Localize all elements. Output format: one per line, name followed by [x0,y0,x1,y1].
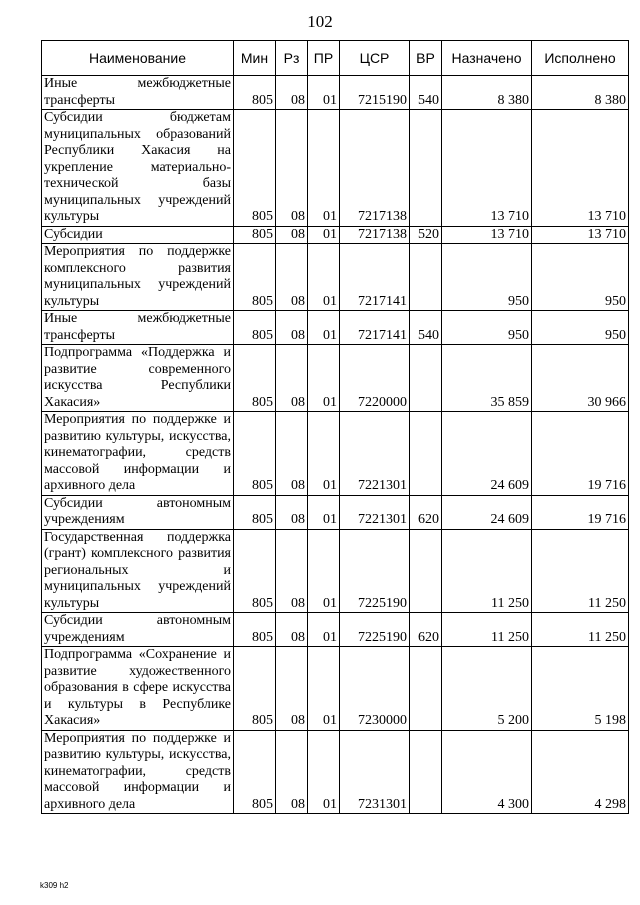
row-csr: 7221301 [340,495,410,529]
row-executed: 4 298 [532,730,629,814]
row-executed: 8 380 [532,76,629,110]
row-csr: 7225190 [340,613,410,647]
header-vr: ВР [410,41,442,76]
row-csr: 7215190 [340,76,410,110]
row-vr: 540 [410,311,442,345]
row-executed: 19 716 [532,412,629,496]
row-assigned: 8 380 [442,76,532,110]
row-name: Мероприятия по поддержке комплексного развития муниципальных учреждений культуры [42,244,234,311]
row-vr [410,345,442,412]
row-csr: 7231301 [340,730,410,814]
table-row [42,730,629,814]
row-rz: 08 [276,226,308,244]
table-row [42,495,629,529]
row-pr: 01 [308,412,340,496]
header-name: Наименование [42,41,234,76]
row-pr: 01 [308,495,340,529]
row-assigned: 5 200 [442,647,532,731]
row-vr [410,730,442,814]
table-row [42,244,629,311]
row-executed: 11 250 [532,613,629,647]
row-assigned: 13 710 [442,110,532,227]
row-executed: 13 710 [532,110,629,227]
table-row [42,647,629,731]
row-executed: 5 198 [532,647,629,731]
row-csr: 7217141 [340,311,410,345]
row-pr: 01 [308,226,340,244]
row-executed: 950 [532,244,629,311]
row-min: 805 [234,495,276,529]
row-assigned: 11 250 [442,613,532,647]
row-csr: 7217138 [340,226,410,244]
row-rz: 08 [276,495,308,529]
row-name: Подпрограмма «Поддержка и развитие современного искусства Республики Хакасия» [42,345,234,412]
row-pr: 01 [308,110,340,227]
row-csr: 7225190 [340,529,410,613]
row-csr: 7217141 [340,244,410,311]
table-row [42,76,629,110]
row-pr: 01 [308,311,340,345]
row-rz: 08 [276,76,308,110]
row-name: Субсидии [42,226,234,244]
row-executed: 19 716 [532,495,629,529]
header-pr: ПР [308,41,340,76]
row-rz: 08 [276,110,308,227]
row-vr [410,412,442,496]
header-rz: Рз [276,41,308,76]
row-assigned: 950 [442,244,532,311]
page-number: 102 [307,12,333,31]
row-min: 805 [234,226,276,244]
row-min: 805 [234,76,276,110]
row-name: Субсидии автономным учреждениям [42,495,234,529]
header-row [42,41,629,76]
row-pr: 01 [308,345,340,412]
budget-table [41,40,629,814]
row-assigned: 24 609 [442,412,532,496]
row-vr: 620 [410,613,442,647]
row-executed: 30 966 [532,345,629,412]
row-pr: 01 [308,647,340,731]
row-rz: 08 [276,730,308,814]
table-row [42,345,629,412]
row-rz: 08 [276,345,308,412]
row-vr [410,244,442,311]
row-assigned: 13 710 [442,226,532,244]
row-rz: 08 [276,412,308,496]
row-min: 805 [234,311,276,345]
row-pr: 01 [308,76,340,110]
row-min: 805 [234,110,276,227]
row-assigned: 24 609 [442,495,532,529]
header-executed: Исполнено [532,41,629,76]
table-row [42,613,629,647]
row-min: 805 [234,244,276,311]
row-name: Мероприятия по поддержке и развитию культуры, искусства, кинематографии, средств массовой информации и архивного дела [42,412,234,496]
row-min: 805 [234,647,276,731]
row-rz: 08 [276,613,308,647]
row-assigned: 4 300 [442,730,532,814]
row-name: Государственная поддержка (грант) комплексного развития региональных и муниципальных учреждений культуры [42,529,234,613]
row-vr: 540 [410,76,442,110]
row-executed: 13 710 [532,226,629,244]
table-row [42,412,629,496]
row-name: Субсидии бюджетам муниципальных образований Республики Хакасия на укрепление материально-технической базы муниципальных учреждений культуры [42,110,234,227]
row-pr: 01 [308,244,340,311]
row-min: 805 [234,730,276,814]
row-min: 805 [234,412,276,496]
row-name: Иные межбюджетные трансферты [42,76,234,110]
row-executed: 950 [532,311,629,345]
header-min: Мин [234,41,276,76]
row-rz: 08 [276,647,308,731]
row-vr [410,529,442,613]
row-pr: 01 [308,529,340,613]
row-csr: 7230000 [340,647,410,731]
row-name: Иные межбюджетные трансферты [42,311,234,345]
header-assigned: Назначено [442,41,532,76]
row-assigned: 11 250 [442,529,532,613]
row-rz: 08 [276,529,308,613]
row-rz: 08 [276,311,308,345]
row-vr: 520 [410,226,442,244]
row-csr: 7221301 [340,412,410,496]
table-row [42,110,629,227]
row-executed: 11 250 [532,529,629,613]
row-min: 805 [234,529,276,613]
row-name: Субсидии автономным учреждениям [42,613,234,647]
row-name: Мероприятия по поддержке и развитию культуры, искусства, кинематографии, средств массовой информации и архивного дела [42,730,234,814]
row-vr: 620 [410,495,442,529]
footer-code: k309 h2 [40,881,69,890]
row-rz: 08 [276,244,308,311]
row-min: 805 [234,613,276,647]
row-assigned: 35 859 [442,345,532,412]
row-assigned: 950 [442,311,532,345]
row-pr: 01 [308,613,340,647]
row-csr: 7217138 [340,110,410,227]
row-name: Подпрограмма «Сохранение и развитие художественного образования в сфере искусства и культуры в Республике Хакасия» [42,647,234,731]
table-row [42,226,629,244]
row-vr [410,647,442,731]
row-pr: 01 [308,730,340,814]
row-min: 805 [234,345,276,412]
table-row [42,311,629,345]
row-csr: 7220000 [340,345,410,412]
header-csr: ЦСР [340,41,410,76]
row-vr [410,110,442,227]
table-row [42,529,629,613]
